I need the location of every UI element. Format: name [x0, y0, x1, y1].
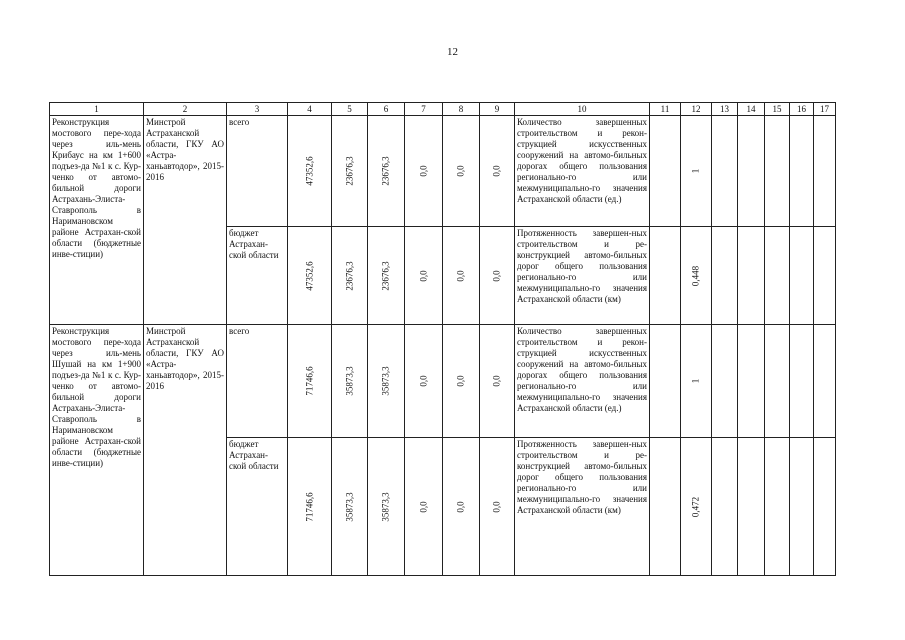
value-cell	[288, 227, 332, 325]
page-number: 12	[447, 46, 458, 58]
value-cell	[480, 116, 515, 227]
value-cell	[480, 227, 515, 325]
value-text: 0,0	[491, 165, 502, 177]
table-row	[50, 116, 836, 227]
empty-cell	[814, 227, 836, 325]
value-cell	[443, 325, 480, 438]
value-cell	[681, 325, 712, 438]
value-text: 0,0	[455, 500, 466, 513]
value-cell	[443, 438, 480, 576]
funding-source: бюджет Астрахан-ской области	[227, 438, 288, 576]
empty-cell	[738, 116, 765, 227]
value-text: 0,0	[491, 375, 502, 387]
value-text: 23676,3	[344, 156, 354, 186]
value-text: 23676,3	[380, 260, 391, 291]
value-cell	[650, 227, 681, 325]
empty-cell	[712, 438, 738, 576]
header-cell: 14	[738, 103, 765, 116]
empty-cell	[790, 325, 814, 438]
value-cell	[480, 438, 515, 576]
value-text: 1	[690, 378, 701, 384]
header-cell: 2	[144, 103, 227, 116]
value-text: 35873,3	[380, 366, 391, 396]
value-text: 0,448	[690, 265, 701, 286]
value-text: 23676,3	[380, 156, 391, 186]
funding-source: всего	[227, 116, 288, 227]
value-cell	[405, 116, 443, 227]
value-cell	[650, 116, 681, 227]
header-row	[50, 103, 836, 116]
project-executor: Минстрой Астраханской области, ГКУ АО «Астра-ханьавтодор», 2015-2016	[144, 325, 227, 576]
value-cell	[405, 325, 443, 438]
header-cell: 1	[50, 103, 144, 116]
value-cell	[480, 325, 515, 438]
value-cell	[368, 438, 405, 576]
value-text: 0,472	[690, 496, 701, 517]
value-cell	[443, 116, 480, 227]
value-text: 47352,6	[304, 156, 314, 186]
table-row	[50, 325, 836, 438]
value-text: 0,0	[455, 269, 466, 282]
value-text: 35873,3	[344, 366, 354, 396]
header-cell: 12	[681, 103, 712, 116]
empty-cell	[765, 116, 790, 227]
empty-cell	[790, 438, 814, 576]
funding-source: всего	[227, 325, 288, 438]
value-cell	[332, 227, 368, 325]
value-text: 0,0	[491, 500, 502, 513]
value-cell	[405, 438, 443, 576]
value-cell	[368, 116, 405, 227]
header-cell: 17	[814, 103, 836, 116]
empty-cell	[790, 116, 814, 227]
value-cell	[288, 438, 332, 576]
header-cell: 4	[288, 103, 332, 116]
value-text: 71746,6	[304, 491, 314, 522]
header-cell: 10	[515, 103, 650, 116]
project-name: Реконструкция мостового пере-хода через иль-мень Шушай на км 1+900 подъез-да №1 к с. Кур-ченко от автомо-бильной дороги Астрахань-Элиста-Ставрополь в Наримановском районе Астрахан-ской области (бюджетные инве-стиции)	[50, 325, 144, 576]
value-text: 1	[690, 168, 701, 174]
empty-cell	[738, 438, 765, 576]
value-cell	[681, 438, 712, 576]
funding-source: бюджет Астрахан-ской области	[227, 227, 288, 325]
value-text: 0,0	[418, 269, 428, 282]
value-text: 0,0	[418, 165, 428, 177]
value-text: 35873,3	[344, 491, 354, 522]
empty-cell	[712, 116, 738, 227]
value-cell	[332, 116, 368, 227]
indicator-cell: Протяженность завершен-ных строительством и ре-конструкцией автомо-бильных дорог общего пользования регионально-го или межмуниципально-го значения Астраханской области (км)	[515, 227, 650, 325]
indicator-cell: Протяженность завершен-ных строительством и ре-конструкцией автомо-бильных дорог общего пользования регионально-го или межмуниципально-го значения Астраханской области (км)	[515, 438, 650, 576]
empty-cell	[738, 227, 765, 325]
value-cell	[332, 325, 368, 438]
empty-cell	[814, 325, 836, 438]
value-text: 23676,3	[344, 260, 354, 291]
header-cell: 5	[332, 103, 368, 116]
empty-cell	[790, 227, 814, 325]
empty-cell	[765, 438, 790, 576]
header-cell: 13	[712, 103, 738, 116]
value-cell	[681, 116, 712, 227]
header-cell: 7	[405, 103, 443, 116]
header-cell: 16	[790, 103, 814, 116]
value-text: 0,0	[418, 375, 428, 387]
value-text: 0,0	[491, 269, 502, 282]
header-cell: 9	[480, 103, 515, 116]
value-cell	[650, 325, 681, 438]
value-cell	[650, 438, 681, 576]
value-text: 0,0	[455, 375, 466, 387]
value-text: 0,0	[455, 165, 466, 177]
project-executor: Минстрой Астраханской области, ГКУ АО «Астра-ханьавтодор», 2015-2016	[144, 116, 227, 325]
header-cell: 6	[368, 103, 405, 116]
empty-cell	[712, 325, 738, 438]
header-cell: 3	[227, 103, 288, 116]
header-cell: 11	[650, 103, 681, 116]
indicator-cell: Количество завершенных строительством и рекон-струкцией искусственных сооружений на автомо-бильных дорогах общего пользования регионально-го или межмуниципально-го значения Астраханской области (ед.)	[515, 116, 650, 227]
value-cell	[288, 325, 332, 438]
empty-cell	[765, 227, 790, 325]
value-text: 35873,3	[380, 491, 391, 522]
value-cell	[368, 227, 405, 325]
value-cell	[405, 227, 443, 325]
empty-cell	[765, 325, 790, 438]
empty-cell	[712, 227, 738, 325]
program-table	[49, 102, 836, 576]
value-cell	[332, 438, 368, 576]
empty-cell	[738, 325, 765, 438]
value-cell	[368, 325, 405, 438]
value-cell	[288, 116, 332, 227]
value-cell	[681, 227, 712, 325]
empty-cell	[814, 116, 836, 227]
project-name: Реконструкция мостового пере-хода через иль-мень Крибаус на км 1+600 подъез-да №1 к с. Кур-ченко от автомо-бильной дороги Астрахань-Элиста-Ставрополь в Наримановском районе Астрахан-ской области (бюджетные инве-стиции)	[50, 116, 144, 325]
value-text: 47352,6	[304, 260, 314, 291]
value-text: 71746,6	[304, 366, 314, 396]
header-cell: 8	[443, 103, 480, 116]
value-text: 0,0	[418, 500, 428, 513]
header-cell: 15	[765, 103, 790, 116]
value-cell	[443, 227, 480, 325]
indicator-cell: Количество завершенных строительством и рекон-струкцией искусственных сооружений на автомо-бильных дорогах общего пользования регионально-го или межмуниципально-го значения Астраханской области (ед.)	[515, 325, 650, 438]
empty-cell	[814, 438, 836, 576]
